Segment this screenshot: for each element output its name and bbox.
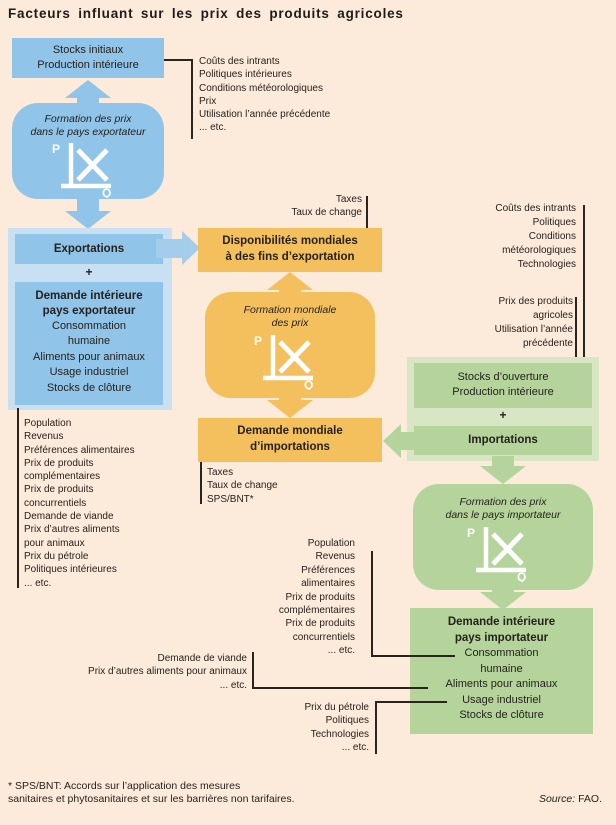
world-export-supply-box: Disponibilités mondiales à des fins d’exportation xyxy=(198,228,382,272)
source-label: Source: xyxy=(538,793,576,805)
plus-sign: + xyxy=(499,408,507,422)
imports-box: Importations xyxy=(414,426,592,455)
connector-line xyxy=(375,701,377,754)
exporter-price-formation-label: Formation des prix dans le pays exportateur xyxy=(30,113,146,138)
world-price-formation-label: Formation mondiale des prix xyxy=(243,304,337,329)
connector-line xyxy=(366,196,368,228)
source-note xyxy=(539,793,602,805)
connector-line xyxy=(252,687,428,689)
connector-line xyxy=(17,408,19,588)
svg-text:Q: Q xyxy=(304,378,314,390)
footnote xyxy=(8,780,295,806)
exporter-demand-factors-list: Population Revenus Préférences alimentaires Prix de produits complémentaires Prix de produits concurrentiels Demande de viande Prix d’autres aliments pour animaux Prix du pétrole Politiques intérieures ... etc. xyxy=(24,418,135,589)
exports-box: Exportations xyxy=(15,234,163,264)
exporter-domestic-demand-title: Demande intérieure pays exportateur xyxy=(35,290,143,317)
down-arrow-icon xyxy=(65,211,111,229)
exporter-domestic-demand-box xyxy=(15,282,163,405)
connector-line xyxy=(200,462,202,504)
svg-text:P: P xyxy=(254,334,263,348)
footnote-line-1: * SPS/BNT: Accords sur l’application des mesures xyxy=(8,780,241,792)
importer-domestic-demand-box xyxy=(410,608,593,734)
importer-price-formation-box xyxy=(413,484,593,590)
svg-text:P: P xyxy=(52,142,61,156)
svg-text:P: P xyxy=(467,526,476,540)
importer-industry-factors-list: Prix du pétrole Politiques Technologies ... etc. xyxy=(304,702,369,754)
right-arrow-stem xyxy=(156,239,184,258)
price-quantity-graph-icon xyxy=(51,140,125,198)
source-value: FAO. xyxy=(578,793,602,805)
page-title: Facteurs influant sur les prix des produits agricoles xyxy=(8,6,404,21)
left-arrow-stem xyxy=(399,432,416,450)
importer-domestic-demand-items: Consommation humaine Aliments pour animaux Usage industriel Stocks de clôture xyxy=(445,647,558,721)
connector-line xyxy=(371,655,455,657)
exporter-domestic-demand-items: Consommation humaine Aliments pour animaux Usage industriel Stocks de clôture xyxy=(33,320,145,394)
exporter-price-formation-box xyxy=(12,103,164,199)
connector-line xyxy=(375,701,447,703)
svg-text:Q: Q xyxy=(517,570,527,582)
down-arrow-icon xyxy=(267,400,313,418)
connector-line xyxy=(371,551,373,657)
importer-consumption-factors-list: Population Revenus Préférences alimentaires Prix de produits complémentaires Prix de produits concurrentiels ... etc. xyxy=(278,538,355,657)
plus-sign: + xyxy=(85,265,93,279)
importer-stock-factors-list: Prix des produits agricoles Utilisation l’année précédente xyxy=(494,296,573,349)
world-price-formation-box xyxy=(205,292,375,398)
price-quantity-graph-icon xyxy=(466,524,540,582)
down-arrow-icon xyxy=(480,466,526,484)
connector-line xyxy=(191,59,193,139)
importer-opening-stocks-box: Stocks d’ouverture Production intérieure xyxy=(414,363,592,408)
price-quantity-graph-icon xyxy=(253,332,327,390)
connector-line xyxy=(164,59,193,61)
connector-line xyxy=(252,652,254,689)
svg-text:Q: Q xyxy=(102,186,112,198)
importer-production-factors-list: Coûts des intrants Politiques Conditions météorologiques Technologies xyxy=(495,203,576,270)
world-import-factors-list: Taxes Taux de change SPS/BNT* xyxy=(207,467,278,505)
world-import-demand-box: Demande mondiale d’importations xyxy=(198,418,382,462)
footnote-line-2: sanitaires et phytosanitaires et sur les barrières non tarifaires. xyxy=(8,793,295,805)
exporter-initial-stocks-box: Stocks initiaux Production intérieure xyxy=(12,38,164,78)
importer-domestic-demand-title: Demande intérieure pays importateur xyxy=(447,616,556,644)
importer-feed-factors-list: Demande de viande Prix d’autres aliments pour animaux ... etc. xyxy=(88,653,247,691)
world-export-factors-list: Taxes Taux de change xyxy=(291,194,362,218)
importer-price-formation-label: Formation des prix dans le pays importateur xyxy=(445,496,561,521)
exporter-supply-factors-list: Coûts des intrants Politiques intérieures Conditions météorologiques Prix Utilisation l’année précédente ... etc. xyxy=(199,56,331,134)
